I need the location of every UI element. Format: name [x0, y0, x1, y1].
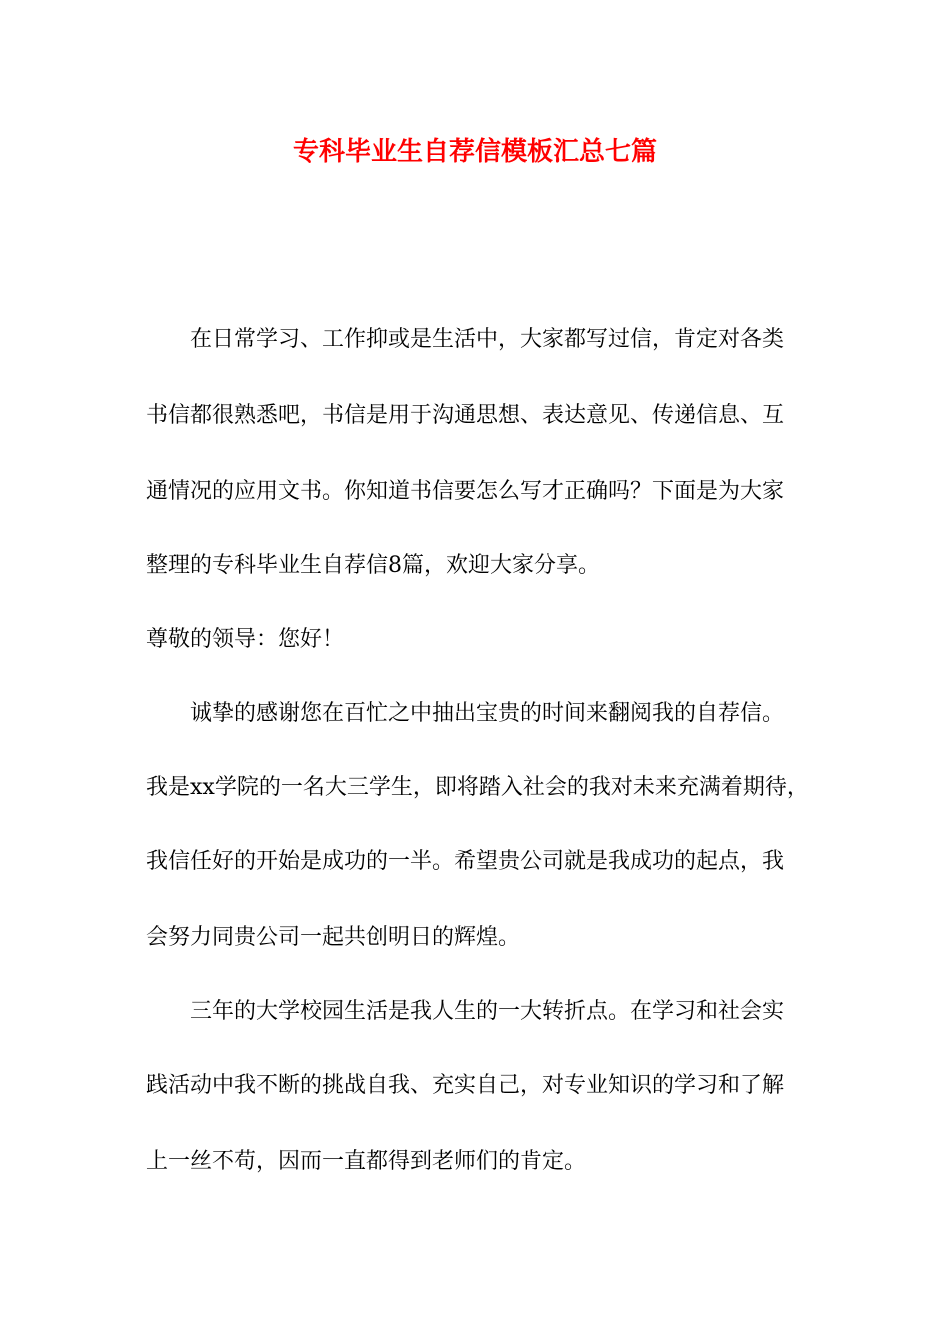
paragraph-line: 整理的专科毕业生自荐信8篇，欢迎大家分享。 [146, 553, 600, 578]
paragraph-line: 书信都很熟悉吧，书信是用于沟通思想、表达意见、传递信息、互 [146, 403, 785, 428]
salutation-line: 尊敬的领导：您好！ [146, 627, 345, 652]
paragraph-line: 在日常学习、工作抑或是生活中，大家都写过信，肯定对各类 [190, 327, 785, 352]
paragraph-line: 上一丝不苟，因而一直都得到老师们的肯定。 [146, 1149, 587, 1174]
paragraph-line: 三年的大学校园生活是我人生的一大转折点。在学习和社会实 [190, 999, 785, 1024]
paragraph-line: 通情况的应用文书。你知道书信要怎么写才正确吗？下面是为大家 [146, 479, 785, 504]
paragraph-line: 我是xx学院的一名大三学生，即将踏入社会的我对未来充满着期待， [146, 775, 809, 800]
paragraph-line: 我信任好的开始是成功的一半。希望贵公司就是我成功的起点，我 [146, 849, 785, 874]
paragraph-line: 践活动中我不断的挑战自我、充实自己，对专业知识的学习和了解 [146, 1073, 785, 1098]
document-title: 专科毕业生自荐信模板汇总七篇 [292, 137, 657, 167]
paragraph-line: 诚挚的感谢您在百忙之中抽出宝贵的时间来翻阅我的自荐信。 [190, 701, 785, 726]
paragraph-line: 会努力同贵公司一起共创明日的辉煌。 [146, 925, 521, 950]
